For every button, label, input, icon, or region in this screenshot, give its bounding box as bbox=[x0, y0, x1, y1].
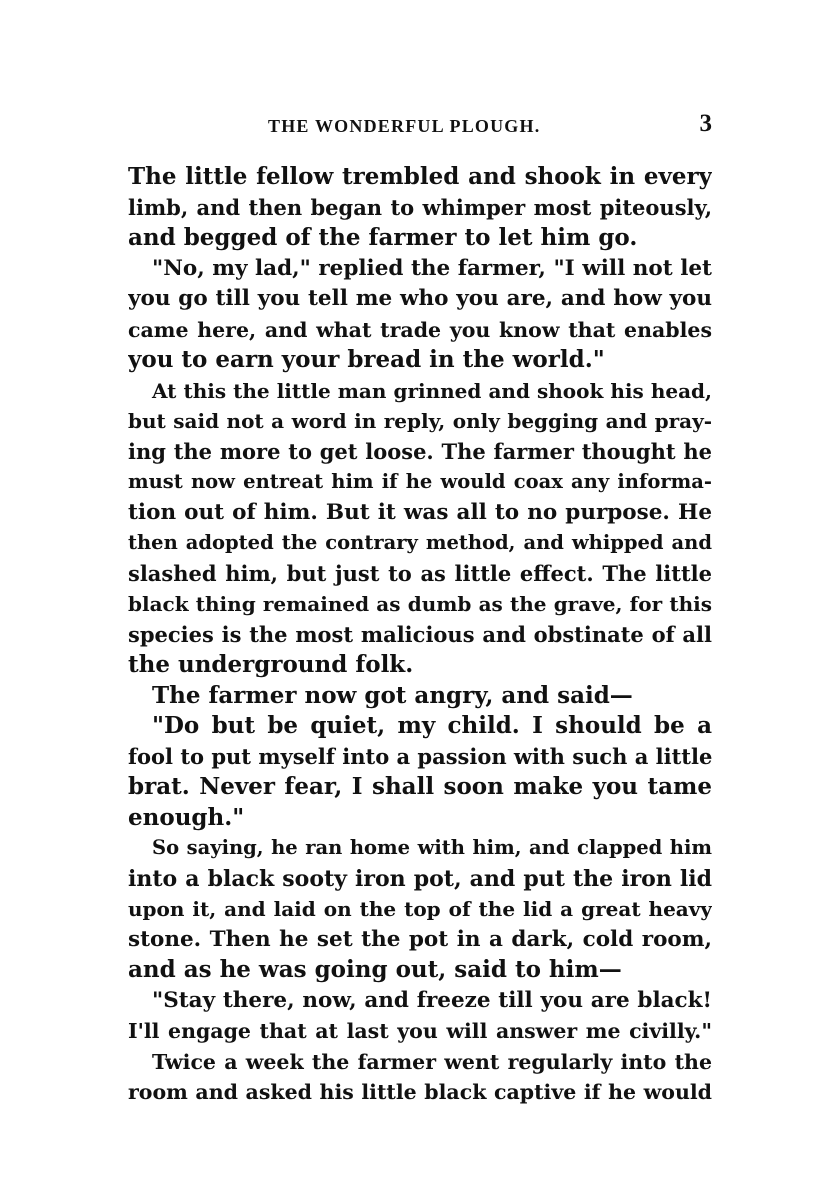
text-line: "No, my lad," replied the farmer, "I will not let bbox=[152, 255, 712, 281]
text-line: and as he was going out, said to him— bbox=[128, 956, 622, 983]
text-line: you go till you tell me who you are, and how you bbox=[128, 286, 712, 311]
text-line: "Do but be quiet, my child. I should be a bbox=[152, 712, 712, 739]
text-line: species is the most malicious and obstinate of all bbox=[128, 621, 712, 647]
text-line: Twice a week the farmer went regularly into the bbox=[152, 1049, 712, 1074]
page-number: 3 bbox=[699, 110, 712, 137]
text-line: slashed him, but just to as little effect. The little bbox=[128, 560, 712, 586]
text-line: I'll engage that at last you will answer me civilly." bbox=[128, 1019, 712, 1043]
text-line: must now entreat him if he would coax any informa- bbox=[128, 470, 712, 493]
text-line: The little fellow trembled and shook in every bbox=[128, 163, 712, 190]
text-line: room and asked his little black captive if he would bbox=[128, 1080, 712, 1104]
text-line: into a black sooty iron pot, and put the iron lid bbox=[128, 865, 712, 892]
text-line: the underground folk. bbox=[128, 651, 414, 678]
text-line: The farmer now got angry, and said— bbox=[152, 681, 633, 709]
text-line: brat. Never fear, I shall soon make you tame bbox=[128, 773, 712, 800]
text-line: but said not a word in reply, only begging and pray- bbox=[128, 409, 712, 433]
text-line: enough." bbox=[128, 803, 245, 831]
text-line: you to earn your bread in the world." bbox=[128, 346, 605, 373]
text-line: and begged of the farmer to let him go. bbox=[128, 224, 638, 251]
text-line: "Stay there, now, and freeze till you are black! bbox=[152, 987, 712, 1013]
text-line: ing the more to get loose. The farmer thought he bbox=[128, 438, 712, 464]
text-line: So saying, he ran home with him, and clapped him bbox=[152, 836, 712, 859]
body-text bbox=[128, 162, 712, 1108]
text-line: came here, and what trade you know that enables bbox=[128, 317, 712, 342]
text-line: At this the little man grinned and shook his head, bbox=[152, 378, 712, 403]
text-line: upon it, and laid on the top of the lid a great heavy bbox=[128, 897, 712, 921]
text-line: tion out of him. But it was all to no purpose. He bbox=[128, 499, 712, 525]
text-line: then adopted the contrary method, and whipped and bbox=[128, 531, 712, 554]
running-title: THE WONDERFUL PLOUGH. bbox=[268, 116, 541, 136]
text-line: black thing remained as dumb as the grave, for this bbox=[128, 592, 712, 616]
text-line: stone. Then he set the pot in a dark, cold room, bbox=[128, 926, 712, 952]
text-line: fool to put myself into a passion with such a little bbox=[128, 743, 712, 769]
running-head bbox=[128, 110, 712, 140]
text-line: limb, and then began to whimper most piteously, bbox=[128, 194, 712, 220]
